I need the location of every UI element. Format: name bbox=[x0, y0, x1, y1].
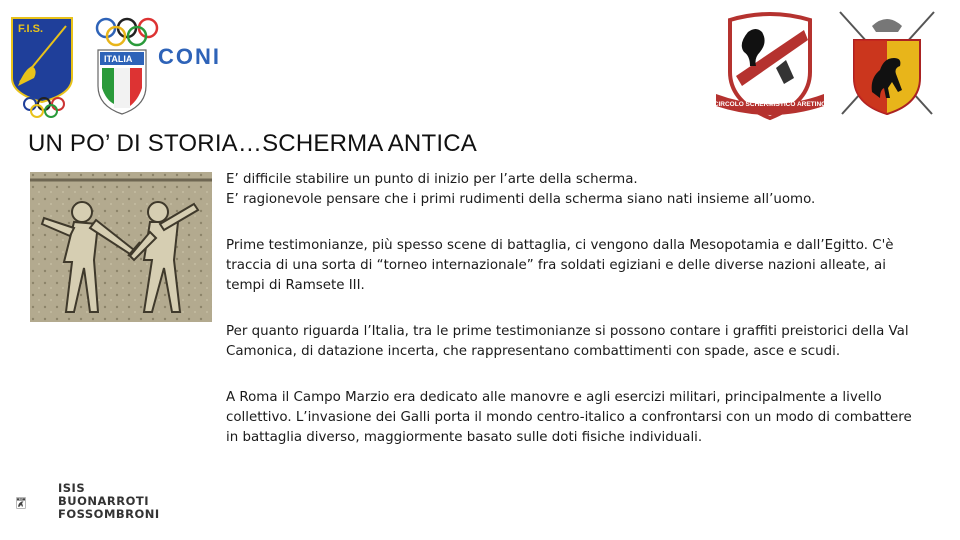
paragraph-rome: A Roma il Campo Marzio era dedicato alle manovre e agli esercizi militari, principalmente a livello collettivo. L’invasione dei Galli porta il mondo centro-italico a confrontarsi con un modo di combattere in battaglia diverso, maggiormente basato sulle doti fisiche individuali. bbox=[226, 390, 912, 445]
paragraph-intro: E’ difficile stabilire un punto di inizio per l’arte della scherma. E’ ragionevole pensare che i primi rudimenti della scherma siano nati insieme all’uomo. bbox=[226, 172, 816, 207]
svg-text:CIRCOLO SCHERMISTICO ARETINO: CIRCOLO SCHERMISTICO ARETINO bbox=[713, 101, 827, 108]
school-logo bbox=[16, 480, 56, 526]
circolo-schermistico-crest bbox=[712, 10, 828, 122]
school-name-line2: BUONARROTI bbox=[58, 494, 150, 508]
svg-text:F.I.S.: F.I.S. bbox=[18, 23, 44, 35]
egyptian-relief-image bbox=[30, 172, 212, 322]
slide-body bbox=[226, 170, 926, 474]
school-name-line1: ISIS bbox=[58, 481, 86, 495]
arezzo-horse-crest bbox=[832, 6, 942, 122]
school-name bbox=[58, 482, 160, 521]
paragraph-mesopotamia-egypt: Prime testimonianze, più spesso scene di battaglia, ci vengono dalla Mesopotamia e dall’Egitto. C'è traccia di una sorta di “torneo internazionale” fra soldati egiziani e delle diverse nazioni alleate, ai tempi di Ramsete III. bbox=[226, 238, 894, 293]
paragraph-italy: Per quanto riguarda l’Italia, tra le prime testimonianze si possono contare i graffiti preistorici della Val Camonica, di datazione incerta, che rappresentano combattimenti con spade, asce e scudi. bbox=[226, 324, 909, 359]
school-name-line3: FOSSOMBRONI bbox=[58, 507, 160, 521]
svg-text:B•F: B•F bbox=[19, 499, 23, 502]
slide-title: UN PO’ DI STORIA…SCHERMA ANTICA bbox=[28, 130, 477, 157]
svg-text:ITALIA: ITALIA bbox=[104, 54, 133, 64]
fis-logo bbox=[10, 16, 74, 118]
coni-wordmark: CONI bbox=[158, 44, 221, 69]
